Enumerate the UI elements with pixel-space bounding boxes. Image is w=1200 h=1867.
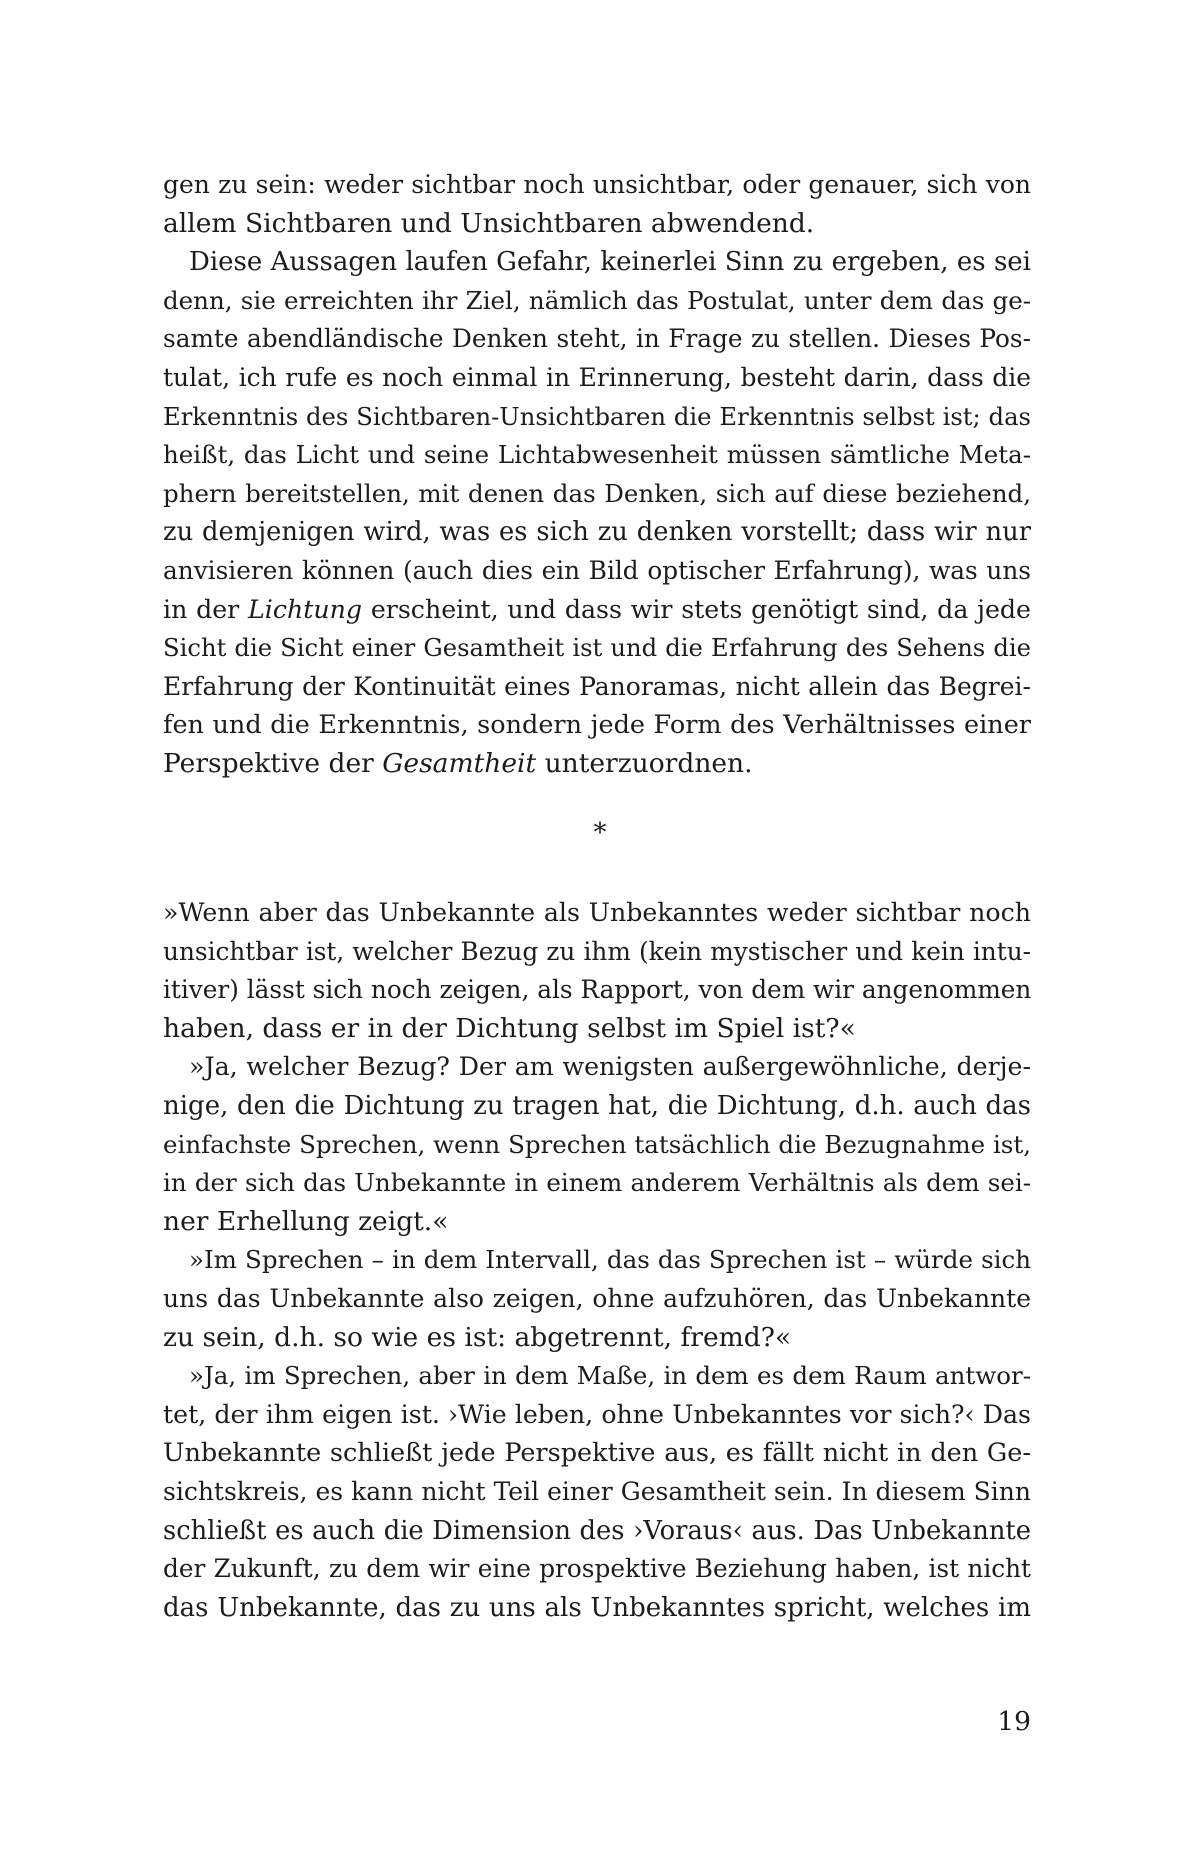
italic-term-lichtung: Lichtung (248, 594, 363, 624)
text-section-dialogue (163, 894, 1031, 1627)
text-line: »Ja, im Sprechen, aber in dem Maße, in dem es dem Raum antwor- (189, 1361, 1031, 1391)
text-line: Diese Aussagen laufen Gefahr, keinerlei Sinn zu ergeben, es sei (189, 247, 1031, 278)
text-line: tet, der ihm eigen ist. ›Wie leben, ohne Unbekanntes vor sich?‹ Das (163, 1399, 1031, 1429)
text-line: ner Erhellung zeigt.« (163, 1205, 449, 1237)
text-line-with-italic (163, 745, 1031, 784)
text-line: »Ja, welcher Bezug? Der am wenigsten außergewöhnliche, derje- (189, 1052, 1031, 1082)
text-line: heißt, das Licht und seine Lichtabwesenheit müssen sämtliche Meta- (163, 440, 1031, 470)
text-fragment: Perspektive der (163, 747, 383, 779)
text-line: anvisieren können (auch dies ein Bild optischer Erfahrung), was uns (163, 555, 1031, 585)
text-line: das Unbekannte, das zu uns als Unbekanntes spricht, welches im (163, 1592, 1031, 1623)
text-line: fen und die Erkenntnis, sondern jede Form des Verhältnisses einer (163, 710, 1031, 741)
text-fragment: in der (163, 594, 248, 624)
text-line: Erfahrung der Kontinuität eines Panoramas, nicht allein das Begrei- (163, 671, 1031, 701)
text-line: denn, sie erreichten ihr Ziel, nämlich das Postulat, unter dem das ge- (163, 285, 1031, 315)
text-line: Sicht die Sicht einer Gesamtheit ist und die Erfahrung des Sehens die (163, 633, 1031, 663)
text-line: nige, den die Dichtung zu tragen hat, die Dichtung, d.h. auch das (163, 1090, 1031, 1121)
page-number: 19 (997, 1706, 1031, 1737)
text-line: uns das Unbekannte also zeigen, ohne aufzuhören, das Unbekannte (163, 1283, 1031, 1313)
text-fragment: unterzuordnen. (536, 747, 753, 779)
text-line: haben, dass er in der Dichtung selbst im Spiel ist?« (163, 1012, 856, 1044)
text-line: einfachste Sprechen, wenn Sprechen tatsächlich die Bezugnahme ist, (163, 1129, 1031, 1159)
italic-term-gesamtheit: Gesamtheit (382, 747, 537, 779)
text-line: zu sein, d.h. so wie es ist: abgetrennt, fremd?« (163, 1321, 792, 1353)
text-line: der Zukunft, zu dem wir eine prospektive Beziehung haben, ist nicht (163, 1554, 1031, 1584)
text-line: sichtskreis, es kann nicht Teil einer Gesamtheit sein. In diesem Sinn (163, 1476, 1031, 1506)
text-line-with-italic (163, 591, 1031, 630)
text-line: zu demjenigen wird, was es sich zu denken vorstellt; dass wir nur (163, 517, 1031, 548)
text-line: tulat, ich rufe es noch einmal in Erinnerung, besteht darin, dass die (163, 362, 1031, 392)
text-section-top (163, 166, 1031, 784)
text-line: itiver) lässt sich noch zeigen, als Rapport, von dem wir angenommen (163, 975, 1031, 1005)
text-line: Erkenntnis des Sichtbaren-Unsichtbaren die Erkenntnis selbst ist; das (163, 401, 1031, 431)
text-line: in der sich das Unbekannte in einem anderem Verhältnis als dem sei- (163, 1168, 1031, 1198)
text-line: samte abendländische Denken steht, in Frage zu stellen. Dieses Pos- (163, 324, 1031, 354)
text-line: gen zu sein: weder sichtbar noch unsichtbar, oder genauer, sich von (163, 170, 1031, 199)
text-line: »Im Sprechen – in dem Intervall, das das Sprechen ist – würde sich (189, 1245, 1031, 1275)
text-line: Unbekannte schließt jede Perspektive aus, es fällt nicht in den Ge- (163, 1438, 1031, 1469)
text-line: allem Sichtbaren und Unsichtbaren abwendend. (163, 207, 815, 239)
section-separator-asterisk: * (593, 818, 607, 848)
text-line: unsichtbar ist, welcher Bezug zu ihm (kein mystischer und kein intu- (163, 936, 1031, 966)
text-line: »Wenn aber das Unbekannte als Unbekanntes weder sichtbar noch (163, 898, 1031, 927)
text-line: schließt es auch die Dimension des ›Voraus‹ aus. Das Unbekannte (163, 1515, 1031, 1546)
text-fragment: erscheint, und dass wir stets genötigt sind, da jede (362, 594, 1031, 624)
text-line: phern bereitstellen, mit denen das Denken, sich auf diese beziehend, (163, 478, 1031, 508)
